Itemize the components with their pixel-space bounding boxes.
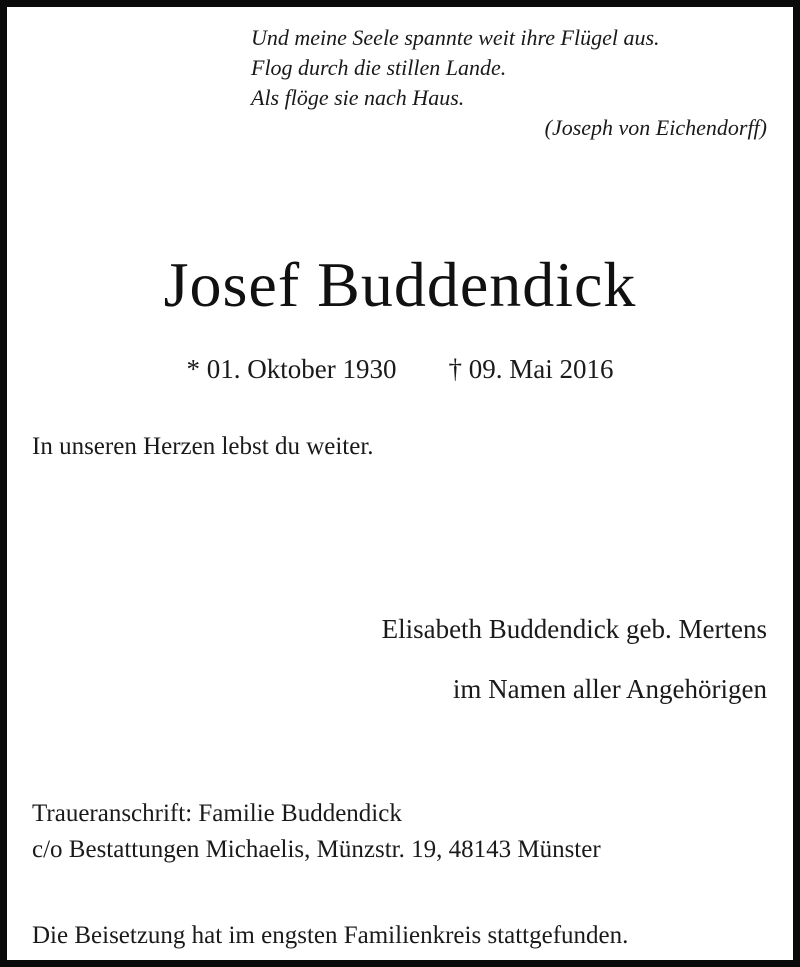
mourning-address xyxy=(32,796,601,868)
signer-note: im Namen aller Angehörigen xyxy=(452,674,767,704)
poem-quote xyxy=(247,23,767,143)
poem-line: Als flöge sie nach Haus. xyxy=(251,85,465,110)
burial-note: Die Beisetzung hat im engsten Familienkreis stattgefunden. xyxy=(32,922,629,949)
deceased-name: Josef Buddendick xyxy=(163,249,637,320)
poem-author: (Joseph von Eichendorff) xyxy=(544,115,767,140)
signer-name: Elisabeth Buddendick geb. Mertens xyxy=(381,614,767,644)
address-line-2: c/o Bestattungen Michaelis, Münzstr. 19, 48143 Münster xyxy=(32,836,601,863)
address-line-1: Traueranschrift: Familie Buddendick xyxy=(32,800,402,827)
birth-date: * 01. Oktober 1930 xyxy=(186,354,397,384)
signers-block xyxy=(382,599,767,719)
motto-text: In unseren Herzen lebst du weiter. xyxy=(32,433,374,460)
death-date: † 09. Mai 2016 xyxy=(448,354,614,384)
poem-line: Und meine Seele spannte weit ihre Flügel aus. xyxy=(251,25,660,50)
life-dates xyxy=(7,351,793,387)
poem-line: Flog durch die stillen Lande. xyxy=(251,55,507,80)
